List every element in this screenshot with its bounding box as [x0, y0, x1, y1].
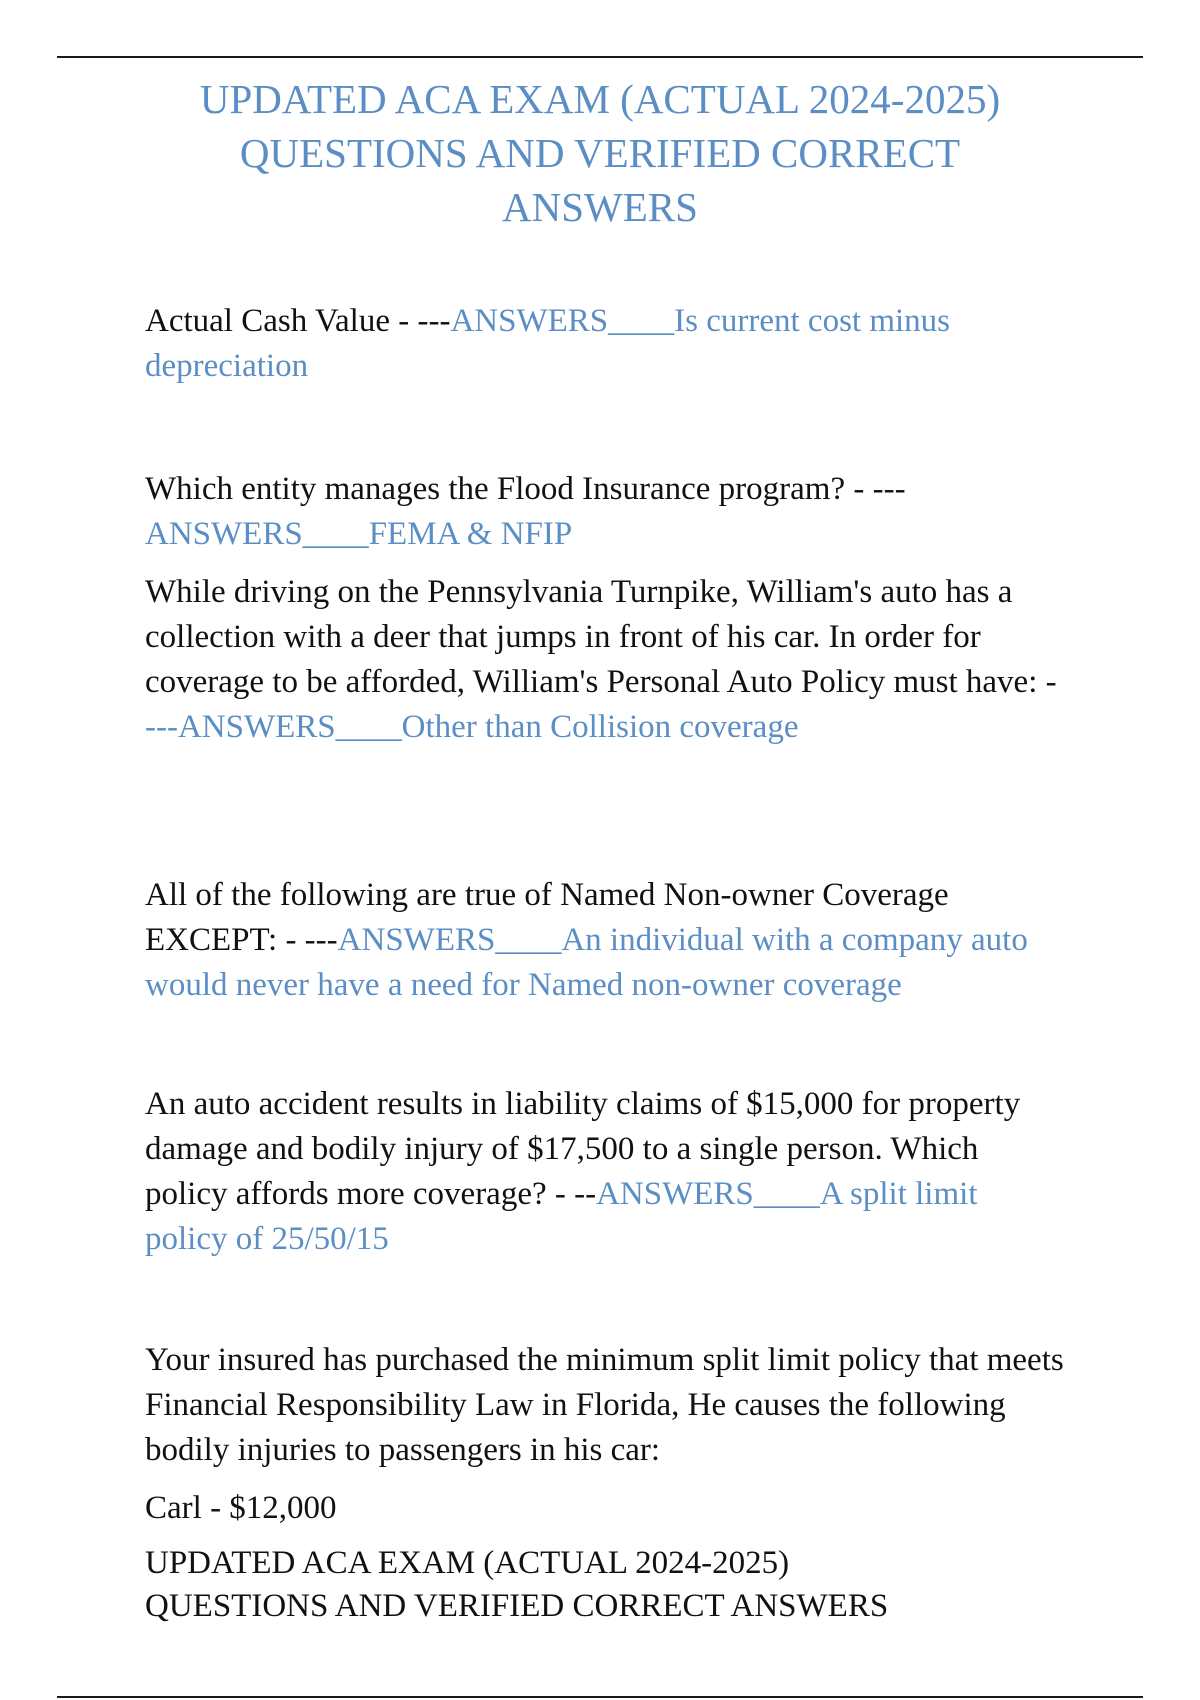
footer-line: UPDATED ACA EXAM (ACTUAL 2024-2025) [145, 1545, 790, 1581]
list-item: Carl - $12,000 [145, 1490, 337, 1526]
answer-text: An individual with a company auto would never have a need for Named non-owner coverage [145, 922, 1028, 1003]
qa-item [145, 299, 1065, 389]
answer-text: Is current cost minus depreciation [145, 303, 951, 384]
qa-item [145, 570, 1065, 750]
title-line: ANSWERS [502, 184, 698, 230]
page-footer [145, 1542, 1065, 1628]
question-text: An auto accident results in liability claims of $15,000 for property damage and bodily injury of $17,500 to a single person. Which policy affords more coverage? - -- [145, 1086, 1021, 1212]
question-text: Actual Cash Value - --- [145, 303, 451, 339]
question-text: Which entity manages the Flood Insurance program? - --- [145, 471, 906, 507]
answer-text: FEMA & NFIP [368, 516, 573, 552]
qa-item [145, 467, 1065, 557]
answer-label: ---ANSWERS____ [145, 709, 402, 745]
answer-label: ANSWERS____ [450, 303, 675, 339]
bottom-rule [57, 1696, 1143, 1698]
answer-text: A split limit policy of 25/50/15 [145, 1176, 978, 1257]
question-text: Your insured has purchased the minimum split limit policy that meets Financial Responsibility Law in Florida, He causes the following bodily injuries to passengers in his car: [145, 1342, 1064, 1468]
title-line: QUESTIONS AND VERIFIED CORRECT [239, 130, 961, 176]
question-text: While driving on the Pennsylvania Turnpike, William's auto has a collection with a deer that jumps in front of his car. In order for coverage to be afforded, William's Personal Auto Policy must have: - [145, 574, 1057, 700]
answer-label: ANSWERS____ [337, 922, 562, 958]
top-rule [57, 56, 1143, 58]
answer-label: ANSWERS____ [145, 516, 369, 552]
question-text: All of the following are true of Named Non-owner Coverage EXCEPT: - --- [145, 877, 949, 958]
page-title [120, 72, 1080, 234]
qa-item [145, 873, 1065, 1008]
footer-line: QUESTIONS AND VERIFIED CORRECT ANSWERS [145, 1588, 889, 1624]
answer-label: ANSWERS____ [596, 1176, 820, 1212]
answer-text: Other than Collision coverage [401, 709, 799, 745]
qa-item [145, 1082, 1065, 1262]
title-line: UPDATED ACA EXAM (ACTUAL 2024-2025) [199, 76, 1001, 122]
qa-item [145, 1338, 1065, 1473]
